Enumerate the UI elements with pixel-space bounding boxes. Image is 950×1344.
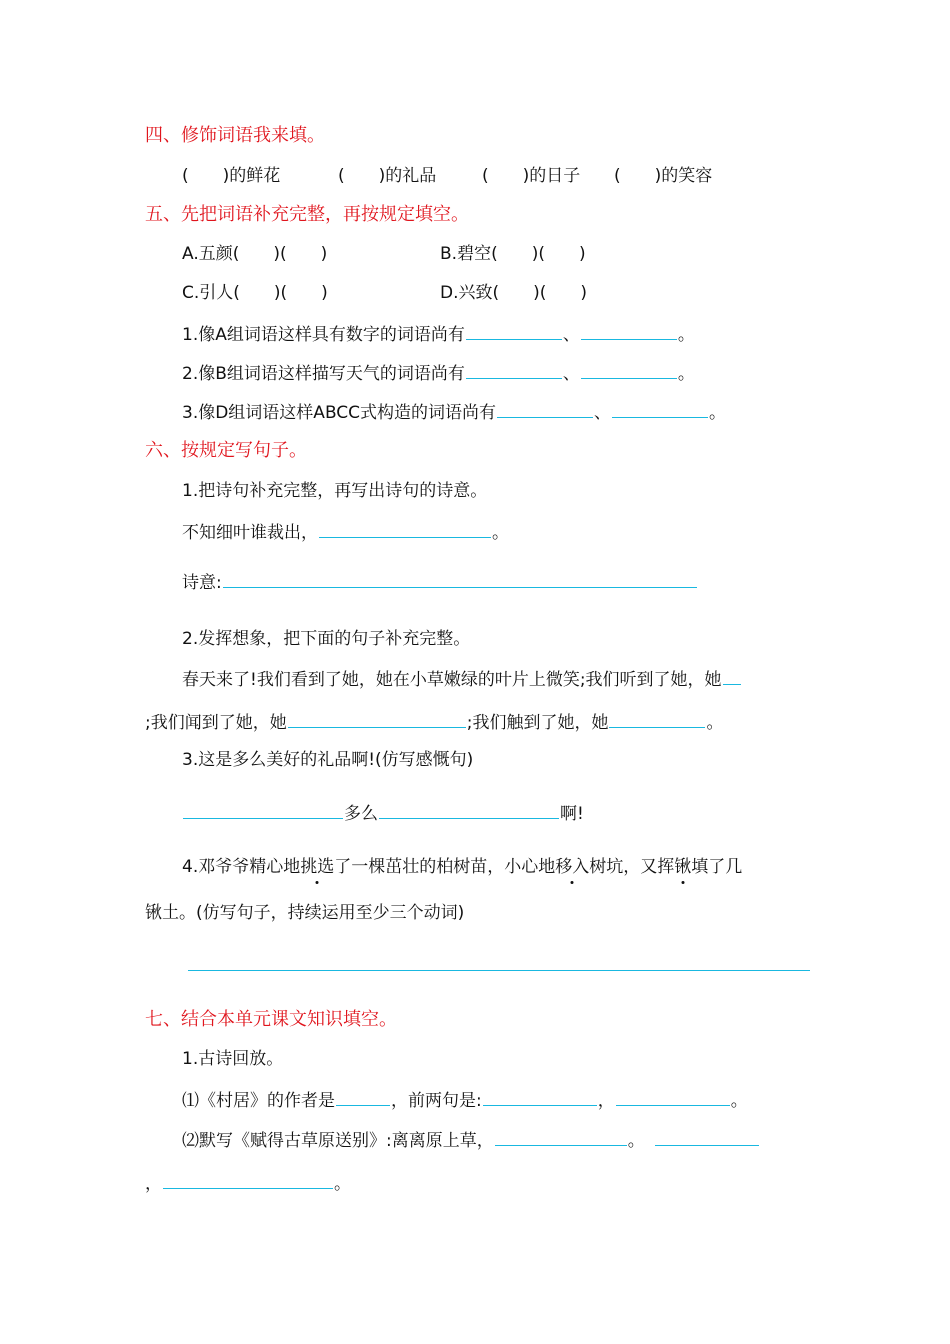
answer-blank[interactable]	[483, 1087, 597, 1106]
answer-blank[interactable]	[581, 360, 677, 379]
answer-blank[interactable]	[723, 666, 741, 685]
separator: 、	[562, 364, 580, 384]
s5-q3-text: 3.像D组词语这样ABCC式构造的词语尚有	[182, 403, 497, 423]
answer-blank[interactable]	[612, 399, 708, 418]
answer-blank[interactable]	[581, 321, 677, 340]
spring-text-2b: ;我们触到了她，她	[466, 713, 609, 733]
s6-spring-line-2	[145, 709, 723, 735]
p2-text: 。	[627, 1131, 645, 1151]
section-7-heading: 七、结合本单元课文知识填空。	[145, 1009, 397, 1030]
spring-text-1: 春天来了!我们看到了她，她在小草嫩绿的叶片上微笑;我们听到了她，她	[182, 670, 722, 690]
q4-text: 4.邓爷爷精心地	[182, 857, 301, 877]
s7-p1	[182, 1087, 748, 1113]
a-end-text: 啊!	[560, 804, 584, 824]
s5-q2-text: 2.像B组词语这样描写天气的词语尚有	[182, 364, 465, 384]
meaning-label: 诗意:	[182, 573, 222, 593]
emphasized-verb: 移入	[555, 857, 590, 877]
s5-group-d: D.兴致( )( )	[440, 283, 588, 303]
s4-item-1: ( )的鲜花	[182, 166, 281, 186]
s7-q1: 1.古诗回放。	[182, 1049, 284, 1069]
s5-q1-text: 1.像A组词语这样具有数字的词语尚有	[182, 325, 465, 345]
answer-blank[interactable]	[163, 1170, 333, 1189]
p1-text: ，	[597, 1091, 615, 1111]
p2-text: ⑵默写《赋得古草原送别》:离离原上草，	[182, 1131, 494, 1151]
answer-blank[interactable]	[466, 321, 562, 340]
s4-item-2: ( )的礼品	[338, 166, 437, 186]
separator: 、	[594, 403, 612, 423]
s5-group-a: A.五颜( )( )	[182, 244, 328, 264]
answer-blank[interactable]	[655, 1127, 759, 1146]
s6-poem-line	[182, 519, 509, 545]
q4-text: 了一棵茁壮的柏树苗，小心地	[334, 857, 556, 877]
section-5-heading: 五、先把词语补充完整，再按规定填空。	[145, 204, 469, 225]
s6-meaning-line	[182, 569, 698, 595]
p2-text: 。	[334, 1174, 351, 1194]
section-4-heading: 四、修饰词语我来填。	[145, 125, 325, 146]
answer-blank[interactable]	[466, 360, 562, 379]
s7-p2	[182, 1127, 760, 1153]
answer-blank[interactable]	[609, 709, 705, 728]
p1-text: 。	[730, 1091, 748, 1111]
p1-text: ，前两句是:	[391, 1091, 482, 1111]
s6-spring-line-1	[182, 666, 742, 692]
p1-text: ⑴《村居》的作者是	[182, 1091, 335, 1111]
separator: 、	[562, 325, 580, 345]
s4-item-3: ( )的日子	[482, 166, 581, 186]
spring-text-2c: 。	[706, 713, 724, 733]
answer-blank[interactable]	[183, 800, 343, 819]
spring-text-2a: ;我们闻到了她，她	[145, 713, 287, 733]
answer-blank[interactable]	[223, 569, 697, 588]
poem-text: 不知细叶谁裁出，	[182, 523, 318, 543]
s6-q1: 1.把诗句补充完整，再写出诗句的诗意。	[182, 481, 488, 501]
s7-p2-cont	[145, 1170, 351, 1196]
answer-blank[interactable]	[319, 519, 491, 538]
q4-text: 了几	[708, 857, 743, 877]
period: 。	[709, 403, 727, 423]
s5-group-b: B.碧空( )( )	[440, 244, 586, 264]
s5-q1	[182, 321, 695, 347]
answer-blank[interactable]	[497, 399, 593, 418]
period: 。	[492, 523, 509, 543]
answer-blank[interactable]	[495, 1127, 627, 1146]
answer-blank[interactable]	[379, 800, 559, 819]
q4-text: 树坑，又	[589, 857, 658, 877]
s6-q4-line-1	[182, 855, 742, 879]
answer-blank[interactable]	[288, 709, 466, 728]
emphasized-verb: 挑选	[300, 857, 335, 877]
answer-blank[interactable]	[336, 1087, 390, 1106]
s6-q2: 2.发挥想象，把下面的句子补充完整。	[182, 629, 471, 649]
s5-q3	[182, 399, 726, 425]
period: 。	[677, 325, 695, 345]
section-6-heading: 六、按规定写句子。	[145, 440, 307, 461]
p2-text: ，	[145, 1174, 162, 1194]
answer-blank[interactable]	[616, 1087, 730, 1106]
s6-q3: 3.这是多么美好的礼品啊!(仿写感慨句)	[182, 750, 474, 770]
emphasized-verb: 挥锹填	[657, 857, 709, 877]
s6-exclaim-line	[182, 800, 584, 826]
period: 。	[677, 364, 695, 384]
s4-item-4: ( )的笑容	[614, 166, 713, 186]
s5-group-c: C.引人( )( )	[182, 283, 328, 303]
answer-line[interactable]	[188, 970, 810, 971]
s5-q2	[182, 360, 695, 386]
duome-text: 多么	[344, 804, 378, 824]
s6-q4-line-2: 锹土。(仿写句子，持续运用至少三个动词)	[145, 903, 465, 923]
